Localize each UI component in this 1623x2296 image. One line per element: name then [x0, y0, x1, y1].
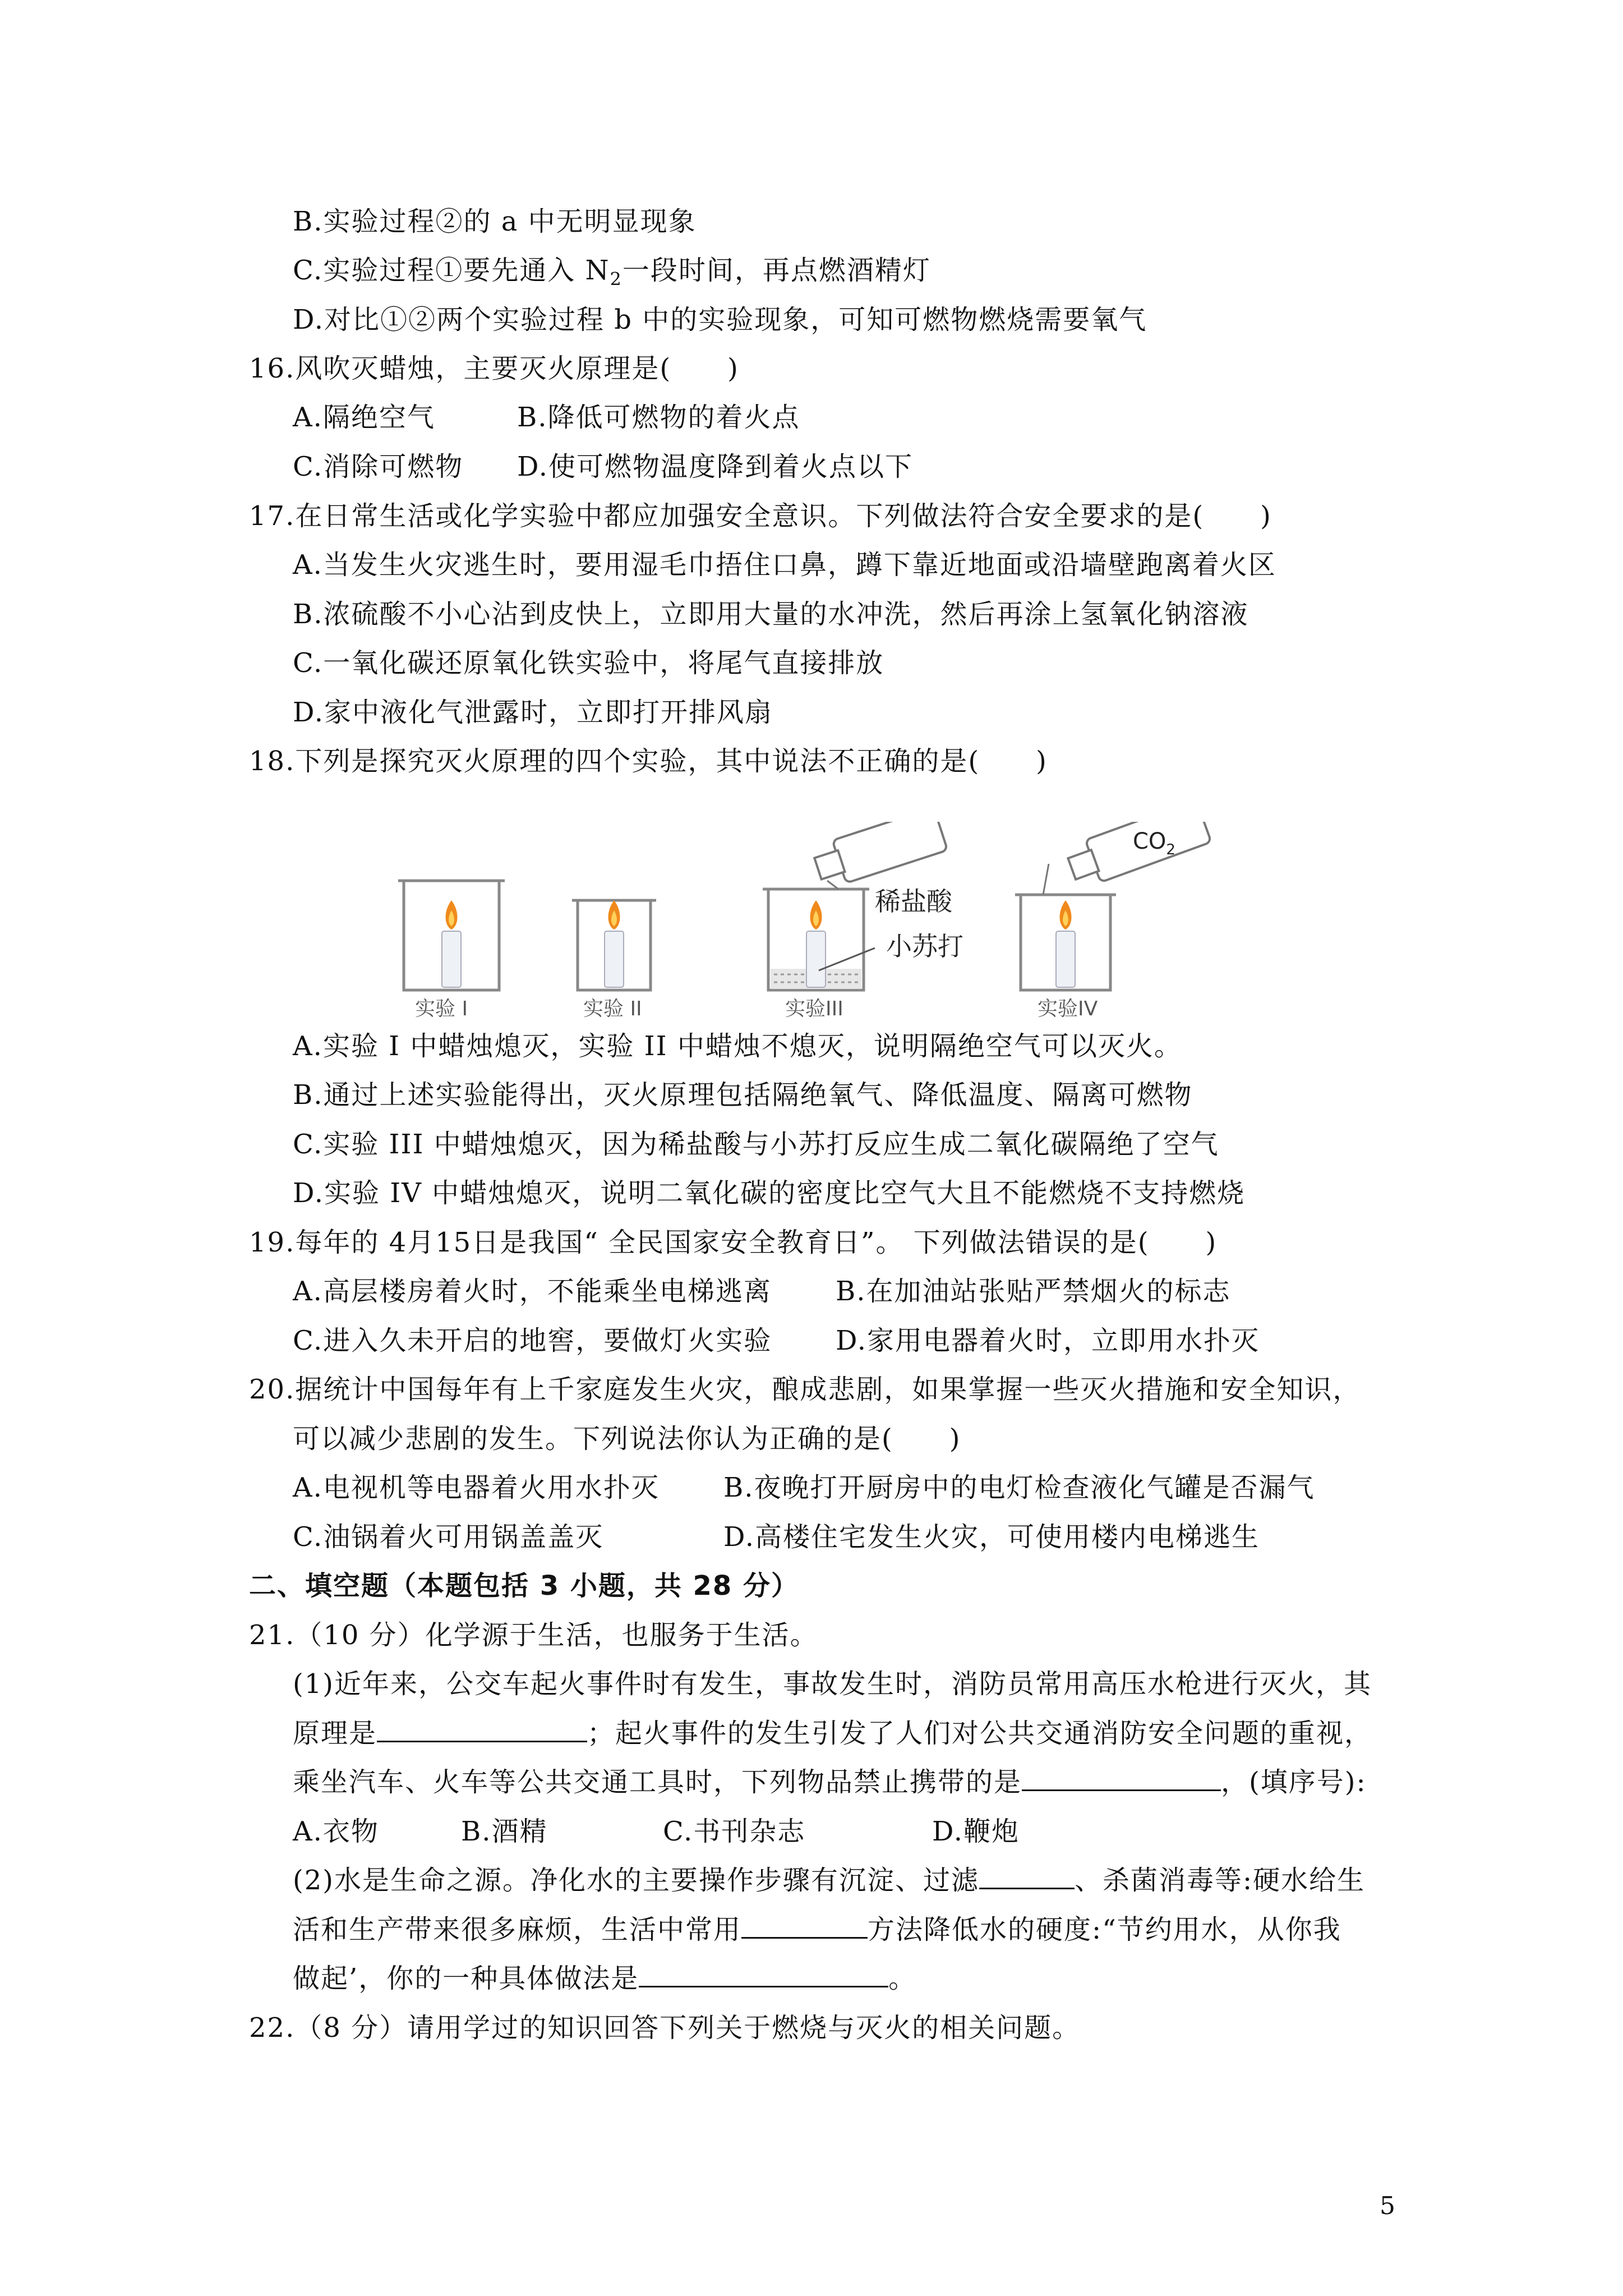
q21-part2-text6: 。 [888, 1963, 917, 1994]
q21-part2-line3 [293, 1962, 916, 1995]
acid-bottle [811, 822, 947, 890]
q20-options-row1 [293, 1471, 1315, 1504]
q19-option-b: B.在加油站张贴严禁烟火的标志 [836, 1276, 1231, 1307]
section-2-heading: 二、填空题（本题包括 3 小题，共 28 分） [249, 1570, 800, 1602]
q19-option-a: A.高层楼房着火时，不能乘坐电梯逃离 [293, 1276, 772, 1307]
soda-label: 小苏打 [886, 931, 963, 961]
q18-option-d: D.实验 IV 中蜡烛熄灭，说明二氧化碳的密度比空气大且不能燃烧不支持燃烧 [293, 1177, 1246, 1209]
q21-forbidden-label: 乘坐汽车、火车等公共交通工具时，下列物品禁止携带的是 [293, 1766, 1022, 1798]
answer-blank-water-saving[interactable] [639, 1963, 888, 1987]
q20-options-row2 [293, 1520, 1260, 1554]
q21-part2-text4: 方法降低水的硬度:“节约用水，从你我 [868, 1914, 1341, 1945]
q21-part2-line2 [293, 1913, 1341, 1947]
q18-option-a: A.实验 I 中蜡烛熄灭，实验 II 中蜡烛不熄灭，说明隔绝空气可以灭火。 [293, 1030, 1182, 1062]
q21-part1-line2 [293, 1717, 1372, 1750]
q15-option-c-text1: C.实验过程①要先通入 N [293, 255, 610, 286]
q20-option-b: B.夜晚打开厨房中的电灯检查液化气罐是否漏气 [723, 1472, 1315, 1503]
q16-option-b: B.降低可燃物的着火点 [517, 402, 800, 433]
beaker-1 [398, 881, 505, 990]
acid-label: 稀盐酸 [875, 886, 952, 917]
q15-option-c [293, 254, 931, 296]
q21-part1-line1: (1)近年来，公交车起火事件时有发生，事故发生时，消防员常用高压水枪进行灭火，其 [293, 1668, 1372, 1700]
question-21: 21.（10 分）化学源于生活，也服务于生活。 [249, 1619, 818, 1651]
q17-option-c: C.一氧化碳还原氧化铁实验中，将尾气直接排放 [293, 647, 884, 679]
candle-experiment-figure [393, 822, 1234, 1018]
q21-options-row [293, 1815, 1020, 1848]
q21-part1-line3 [293, 1765, 1367, 1799]
q20-option-a: A.电视机等电器着火用水扑灭 [293, 1472, 660, 1503]
page-number: 5 [1380, 2192, 1395, 2220]
label-exp-2: 实验 II [583, 997, 642, 1018]
q21-part2-line1 [293, 1864, 1365, 1897]
q21-option-d: D.鞭炮 [932, 1816, 1020, 1847]
question-22: 22.（8 分）请用学过的知识回答下列关于燃烧与灭火的相关问题。 [249, 2012, 1081, 2044]
q15-option-d: D.对比①②两个实验过程 b 中的实验现象，可知可燃物燃烧需要氧气 [293, 304, 1147, 335]
co2-label-text: CO [1133, 829, 1166, 854]
q17-option-b: B.浓硫酸不小心沾到皮快上，立即用大量的水冲洗，然后再涂上氢氧化钠溶液 [293, 599, 1249, 630]
q19-option-c: C.进入久未开启的地窖，要做灯火实验 [293, 1325, 772, 1356]
co2-label-sub: 2 [1166, 841, 1175, 858]
question-18: 18.下列是探究灭火原理的四个实验，其中说法不正确的是( ) [249, 746, 1048, 777]
q21-part2-text5: 做起’，你的一种具体做法是 [293, 1963, 639, 1994]
q21-option-c: C.书刊杂志 [663, 1816, 806, 1847]
beaker-2 [572, 900, 656, 990]
question-20-line1: 20.据统计中国每年有上千家庭发生火灾，酿成悲剧，如果掌握一些灭火措施和安全知识， [249, 1374, 1361, 1405]
q16-options-row2 [293, 450, 914, 484]
q15-option-c-text2: 一段时间，再点燃酒精灯 [622, 255, 931, 286]
q17-option-a: A.当发生火灾逃生时，要用湿毛巾捂住口鼻，蹲下靠近地面或沿墙壁跑离着火区 [293, 549, 1276, 581]
question-16: 16.风吹灭蜡烛，主要灭火原理是( ) [249, 353, 739, 384]
beaker-4 [1015, 822, 1211, 990]
q18-option-c: C.实验 III 中蜡烛熄灭，因为稀盐酸与小苏打反应生成二氧化碳隔绝了空气 [293, 1129, 1219, 1160]
label-exp-4: 实验IV [1038, 997, 1098, 1018]
q20-option-d: D.高楼住宅发生火灾，可使用楼内电梯逃生 [723, 1521, 1260, 1553]
q20-option-c: C.油锅着火可用锅盖盖灭 [293, 1521, 604, 1553]
q18-option-b: B.通过上述实验能得出，灭火原理包括隔绝氧气、降低温度、隔离可燃物 [293, 1079, 1193, 1111]
q16-option-c: C.消除可燃物 [293, 451, 464, 482]
q16-option-a: A.隔绝空气 [293, 402, 435, 433]
q21-part1-line2-rest: ；起火事件的发生引发了人们对公共交通消防安全问题的重视， [587, 1718, 1373, 1749]
question-19: 19.每年的 4月15日是我国“ 全民国家安全教育日”。 下列做法错误的是( ) [249, 1227, 1218, 1258]
question-20-line2: 可以减少悲剧的发生。下列说法你认为正确的是( ) [293, 1423, 961, 1455]
q21-part2-text1: (2)水是生命之源。净化水的主要操作步骤有沉淀、过滤 [293, 1865, 979, 1896]
n2-subscript: 2 [610, 268, 623, 290]
q21-fill-number-hint: ，(填序号): [1221, 1766, 1367, 1798]
q21-part2-text2: 、杀菌消毒等:硬水给生 [1075, 1865, 1366, 1896]
q19-options-row1 [293, 1274, 1231, 1308]
q15-option-b: B.实验过程②的 a 中无明显现象 [293, 206, 697, 237]
beaker-3 [763, 822, 963, 990]
question-17: 17.在日常生活或化学实验中都应加强安全意识。下列做法符合安全要求的是( ) [249, 500, 1272, 532]
q16-option-d: D.使可燃物温度降到着火点以下 [517, 451, 914, 482]
q19-option-d: D.家用电器着火时，立即用水扑灭 [836, 1325, 1260, 1356]
answer-blank-principle[interactable] [377, 1718, 587, 1742]
q21-option-a: A.衣物 [293, 1816, 379, 1847]
q21-option-b: B.酒精 [461, 1816, 548, 1847]
q19-options-row2 [293, 1324, 1260, 1358]
q16-options-row1 [293, 401, 800, 434]
label-exp-1: 实验 I [415, 997, 468, 1018]
answer-blank-purification-step[interactable] [979, 1865, 1075, 1889]
q21-principle-label: 原理是 [293, 1718, 377, 1749]
q17-option-d: D.家中液化气泄露时，立即打开排风扇 [293, 697, 773, 728]
q21-part2-text3: 活和生产带来很多麻烦，生活中常用 [293, 1914, 742, 1945]
answer-blank-softening-method[interactable] [741, 1915, 868, 1939]
answer-blank-forbidden-items[interactable] [1022, 1767, 1221, 1791]
label-exp-3: 实验III [785, 997, 843, 1018]
